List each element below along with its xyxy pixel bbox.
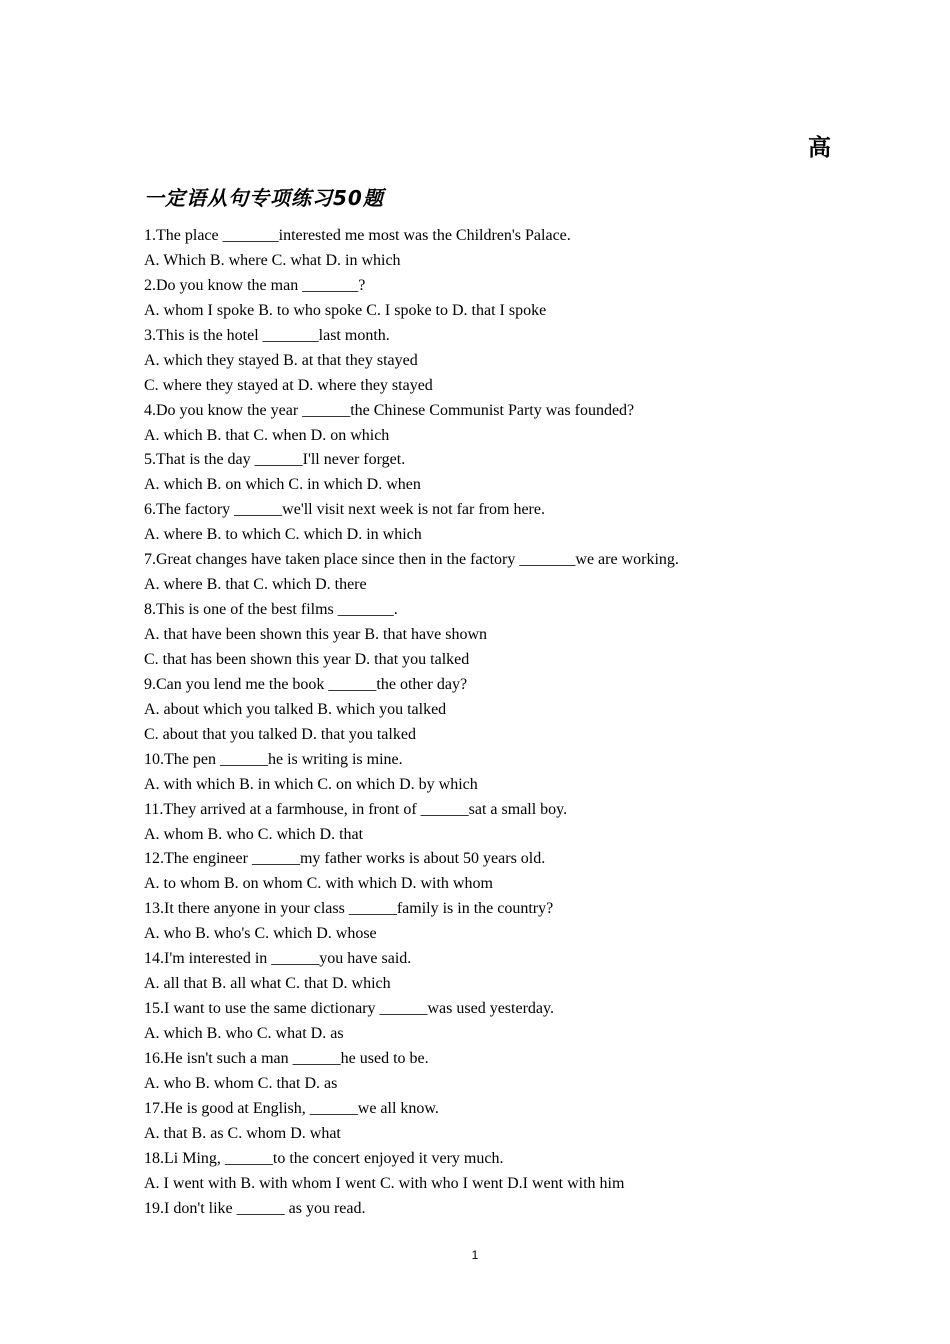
question-text: 4.Do you know the year ______the Chinese Communist Party was founded? [144, 401, 635, 419]
answer-options: A. whom B. who C. which D. that [144, 825, 364, 843]
question-text: 12.The engineer ______my father works is about 50 years old. [144, 850, 546, 868]
answer-options: A. whom I spoke B. to who spoke C. I spoke to D. that I spoke [144, 301, 547, 319]
document-title: 一定语从句专项练习50题 [144, 186, 384, 210]
question-text: 18.Li Ming, ______to the concert enjoyed it very much. [144, 1149, 504, 1167]
answer-options: A. with which B. in which C. on which D. by which [144, 775, 478, 793]
question-text: 6.The factory ______we'll visit next week is not far from here. [144, 501, 545, 519]
question-text: 14.I'm interested in ______you have said. [144, 950, 412, 968]
question-text: 8.This is one of the best films _______. [144, 601, 398, 619]
answer-options: A. that have been shown this year B. that have shown [144, 626, 488, 643]
header-corner-char: 高 [808, 134, 831, 161]
question-text: 2.Do you know the man _______? [144, 276, 366, 294]
answer-options: C. that has been shown this year D. that you talked [144, 650, 470, 668]
answer-options: A. which they stayed B. at that they stayed [144, 351, 418, 369]
question-list [144, 224, 824, 1222]
answer-options: A. all that B. all what C. that D. which [144, 975, 391, 993]
page-number: 1 [471, 1248, 479, 1262]
question-text: 10.The pen ______he is writing is mine. [144, 750, 403, 768]
answer-options: C. where they stayed at D. where they stayed [144, 376, 433, 394]
question-text: 1.The place _______interested me most was the Children's Palace. [144, 227, 571, 244]
answer-options: A. I went with B. with whom I went C. with who I went D.I went with him [144, 1174, 625, 1192]
question-text: 9.Can you lend me the book ______the other day? [144, 675, 468, 693]
question-text: 7.Great changes have taken place since then in the factory _______we are working. [144, 551, 679, 569]
answer-options: A. where B. that C. which D. there [144, 576, 367, 594]
question-text: 5.That is the day ______I'll never forget. [144, 451, 406, 469]
answer-options: A. about which you talked B. which you talked [144, 700, 447, 718]
answer-options: A. to whom B. on whom C. with which D. with whom [144, 875, 493, 893]
answer-options: A. where B. to which C. which D. in which [144, 526, 422, 544]
answer-options: A. who B. whom C. that D. as [144, 1074, 338, 1092]
answer-options: A. which B. that C. when D. on which [144, 426, 390, 444]
answer-options: A. Which B. where C. what D. in which [144, 251, 401, 269]
question-text: 15.I want to use the same dictionary ______was used yesterday. [144, 1000, 554, 1018]
answer-options: A. that B. as C. whom D. what [144, 1124, 341, 1142]
question-text: 3.This is the hotel _______last month. [144, 326, 390, 344]
question-text: 16.He isn't such a man ______he used to be. [144, 1049, 429, 1067]
answer-options: A. which B. on which C. in which D. when [144, 476, 421, 494]
answer-options: C. about that you talked D. that you talked [144, 725, 416, 743]
question-text: 17.He is good at English, ______we all know. [144, 1099, 439, 1117]
question-text: 13.It there anyone in your class ______family is in the country? [144, 900, 554, 918]
question-text: 11.They arrived at a farmhouse, in front of ______sat a small boy. [144, 800, 568, 818]
question-text: 19.I don't like ______ as you read. [144, 1199, 366, 1217]
answer-options: A. which B. who C. what D. as [144, 1025, 344, 1042]
answer-options: A. who B. who's C. which D. whose [144, 925, 377, 943]
